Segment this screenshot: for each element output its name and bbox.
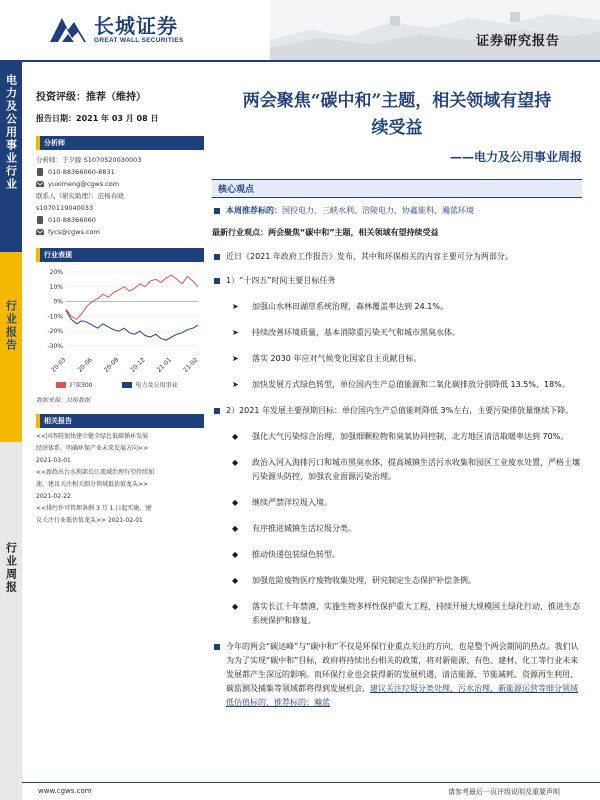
contact-id: s1070119040033 <box>36 204 94 212</box>
phone-icon <box>36 216 44 224</box>
report-title: 两会聚焦“碳中和”主题，相关领域有望持 续受益 <box>242 91 552 138</box>
y-tick-label: -20% <box>47 328 63 336</box>
performance-chart <box>36 266 204 389</box>
main-column <box>212 88 582 710</box>
goal-item: ➤ 加快发展方式绿色转型，单位国内生产总值能源和二氧化碳排放分别降低 13.5%、18%。 <box>212 378 582 392</box>
report-subtitle: ——电力及公用事业周报 <box>449 150 582 164</box>
side-industry: 电力及公用事业行业 <box>0 62 22 252</box>
report-type: 证券研究报告 <box>475 34 560 49</box>
target-item: ◆ 落实长江十年禁渔，实施生物多样性保护重大工程，持续开展大规模国土绿化行动，推进生态系统保护和修复。 <box>212 600 582 628</box>
paragraph-2021-targets: 2）2021 年发展主要预期目标：单位国内生产总值能耗降低 3%左右，主要污染排放量继续下降。 <box>212 404 582 418</box>
related-reports <box>36 431 204 527</box>
analyst-email[interactable]: yuximeng@cgws.com <box>36 178 204 190</box>
target-item: ◆ 强化大气污染综合治理，加强细颗粒物和臭氧协同控制，北方地区清洁取暖率达到 70%。 <box>212 430 582 444</box>
x-tick-label: 20-09 <box>102 356 121 374</box>
related-report-line[interactable]: 速，建议关注相关细分领域低估值龙头>> <box>36 481 149 488</box>
side-strip <box>0 62 22 800</box>
contact-name: 联系人（研究助理）：范杨春晓 <box>36 192 124 200</box>
paragraph-goals: 1）“十四五”时间主要目标任务 <box>212 274 582 288</box>
investment-rating: 投资评级：推荐（维持） <box>36 92 146 103</box>
email-icon <box>36 180 44 188</box>
related-report-line[interactable]: <<排污许可管理条例 3 月 1 日起实施，建 <box>36 505 152 512</box>
phone-icon <box>36 168 44 176</box>
goal-item: ➤ 落实 2030 年应对气候变化国家自主贡献目标。 <box>212 352 582 366</box>
footer-disclaimer: 请参考最后一页评级说明及重要声明 <box>448 788 560 796</box>
performance-chart-svg <box>36 266 204 376</box>
side-weekly: 行业周报 <box>0 442 22 800</box>
logo-english: GREAT WALL SECURITIES <box>94 36 184 44</box>
core-view-heading: 核心观点 <box>212 179 582 198</box>
paragraph-intro: 近日《2021 年政府工作报告》发布，其中和环保相关的内容主要可分为两部分。 <box>212 250 582 264</box>
logo-chinese: 长城证券 <box>94 13 178 38</box>
x-tick-label: 20-03 <box>50 356 68 374</box>
chart-legend <box>36 380 204 389</box>
related-report-line[interactable]: <<新政出台水利部长江流域治理有望持续加 <box>36 469 155 476</box>
legend-item-utilities: 电力及公用事业 <box>122 380 177 389</box>
recommended-stocks: 本周推荐标的：国投电力、三峡水利、涪陵电力、协鑫能科、瀚蓝环境 <box>212 204 582 218</box>
latest-view: 最新行业观点：两会聚焦“碳中和”主题，相关领域有望持续受益 <box>212 228 439 237</box>
left-column <box>36 88 204 527</box>
series-line-0 <box>66 275 198 319</box>
footer-website[interactable]: www.cgws.com <box>38 787 92 795</box>
y-tick-label: -30% <box>47 343 63 350</box>
series-line-1 <box>66 311 198 341</box>
goal-item: ➤ 加强山水林田湖草系统治理，森林覆盖率达到 24.1%。 <box>212 300 582 314</box>
related-report-line[interactable]: 经济体系，明确环保产业未来发展方向>> <box>36 445 149 452</box>
page-footer <box>22 782 600 800</box>
related-report-date: 2021-02-22 <box>36 493 71 500</box>
x-tick-label: 21-02 <box>182 356 200 374</box>
side-report-kind: 行业报告 <box>0 252 22 442</box>
target-item: ◆ 继续严禁洋垃圾入境。 <box>212 496 582 510</box>
x-tick-label: 21-01 <box>155 356 174 374</box>
analyst-info <box>36 154 204 238</box>
analyst-heading: 分析师 <box>36 136 204 150</box>
target-item: ◆ 推动快递包装绿色转型。 <box>212 548 582 562</box>
legend-item-hs300: 沪深300 <box>56 380 92 389</box>
analyst-name: 分析师：于夕朦 S1070520030003 <box>36 156 142 164</box>
y-tick-label: 20% <box>49 269 63 276</box>
y-tick-label: -10% <box>47 313 63 321</box>
performance-heading: 行业表现 <box>36 248 204 262</box>
related-report-date: 2021-03-01 <box>36 457 71 464</box>
related-report-line[interactable]: <<国务院加快建立健全绿色低碳循环发展 <box>36 433 149 440</box>
email-icon <box>36 228 44 236</box>
paragraph-conclusion: 今年的两会“碳达峰”与“碳中和”不仅是环保行业重点关注的方向，也是整个两会期间的热点。我们认为为了实现“碳中和”目标，政府将持续出台相关的政策，将对新能源、有色、建材、化工等行业未来发展都产生深远的影响。而环保行业也会获得新的发展机遇，清洁能源、节能减耗、资源再生利用、碳监测及捕集等领域都将得到发展机会，建议关注垃圾分类处理、污水治理、新能源运营等细分领域低估值标的，推荐标的：瀚蓝 <box>212 640 582 710</box>
data-source: 数据来源：贝格数据 <box>36 397 91 404</box>
analyst-phone: 010-88366060-8831 <box>36 166 204 178</box>
goal-item: ➤ 持续改善环境质量，基本消除重污染天气和城市黑臭水体。 <box>212 326 582 340</box>
contact-email[interactable]: fycs@cgws.com <box>36 226 204 238</box>
target-item: ◆ 有序推进城镇生活垃圾分类。 <box>212 522 582 536</box>
related-report-line[interactable]: 议关注行业低估值龙头>> 2021-02-01 <box>36 517 143 524</box>
page-header <box>0 0 600 62</box>
x-tick-label: 20-12 <box>129 356 147 374</box>
y-tick-label: 0% <box>53 298 63 306</box>
x-tick-label: 20-06 <box>76 356 94 374</box>
related-reports-heading: 相关报告 <box>36 414 204 428</box>
y-tick-label: 10% <box>49 283 63 291</box>
target-item: ◆ 政治入河入海排污口和城市黑臭水体，提高城镇生活污水收集和园区工业废水处置，严格土壤污染源头防控，加强农业面源污染治理。 <box>212 456 582 484</box>
report-date: 报告日期：2021 年 03 月 08 日 <box>36 114 159 123</box>
logo-icon <box>48 12 88 46</box>
company-logo <box>48 12 183 46</box>
target-item: ◆ 加强危险废物医疗废物收集处理，研究制定生态保护补偿条例。 <box>212 574 582 588</box>
contact-phone: 010-88366060 <box>36 214 204 226</box>
